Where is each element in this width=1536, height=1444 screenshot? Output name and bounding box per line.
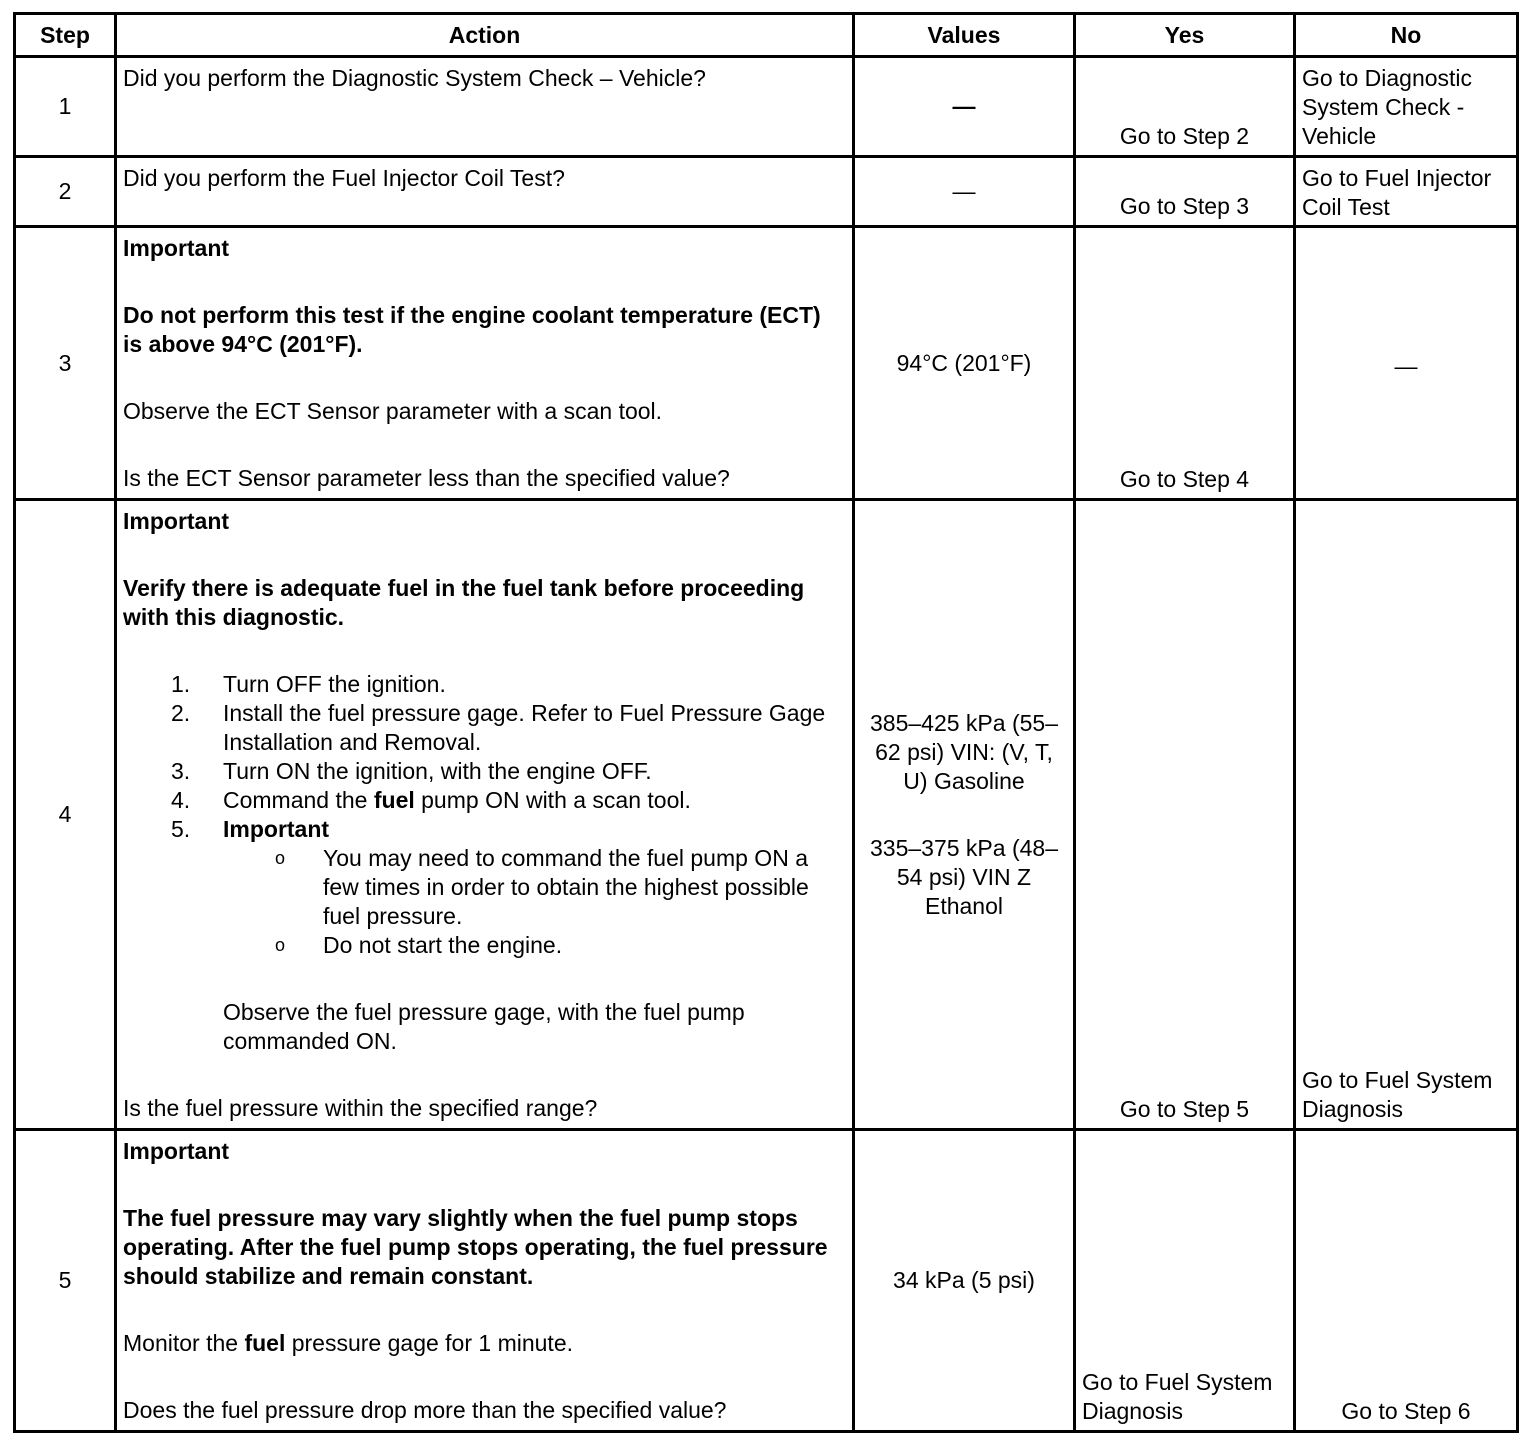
no-cell: Go to Fuel System Diagnosis [1295, 500, 1518, 1130]
table-row [15, 227, 1518, 500]
sub-list [223, 844, 846, 960]
no-cell: Go to Step 6 [1295, 1130, 1518, 1432]
observe-text: Observe the fuel pressure gage, with the fuel pump commanded ON. [223, 999, 745, 1054]
list-item: 1. Turn OFF the ignition. [171, 671, 446, 697]
header-step: Step [15, 14, 116, 57]
yes-cell: Go to Step 4 [1075, 227, 1295, 500]
yes-cell: Go to Step 3 [1075, 157, 1295, 227]
important-text: Do not perform this test if the engine coolant temperature (ECT) is above 94°C (201°F). [123, 302, 821, 357]
action-text: Did you perform the Fuel Injector Coil Test? [116, 157, 854, 227]
yes-cell: Go to Step 5 [1075, 500, 1295, 1130]
list-item: 5. Important o You may need to command the fuel pump ON a few times in order to obtain the highest possible fuel pressure. o Do not start the engine. [223, 815, 846, 960]
action-cell [116, 227, 854, 500]
action-cell [116, 500, 854, 1130]
values-ethanol: 335–375 kPa (48–54 psi) VIN Z Ethanol [870, 834, 1058, 919]
action-cell [116, 1130, 854, 1432]
table-row [15, 57, 1518, 157]
step-number: 3 [15, 227, 116, 500]
step-number: 5 [15, 1130, 116, 1432]
monitor-text: Monitor the fuel pressure gage for 1 minute. [123, 1330, 574, 1356]
values-cell [854, 500, 1075, 1130]
yes-cell: Go to Fuel System Diagnosis [1075, 1130, 1295, 1432]
diagnostic-table [13, 12, 1519, 1433]
bullet-icon: o [275, 848, 286, 868]
question-text: Is the ECT Sensor parameter less than the specified value? [123, 465, 730, 491]
header-no: No [1295, 14, 1518, 57]
step-number: 1 [15, 57, 116, 157]
header-yes: Yes [1075, 14, 1295, 57]
observe-text: Observe the ECT Sensor parameter with a scan tool. [123, 398, 663, 424]
list-item: 3. Turn ON the ignition, with the engine OFF. [171, 758, 652, 784]
sub-list-item: o You may need to command the fuel pump ON a few times in order to obtain the highest possible fuel pressure. [275, 845, 809, 929]
table-row [15, 157, 1518, 227]
values-cell: 94°C (201°F) [854, 227, 1075, 500]
table-row [15, 1130, 1518, 1432]
list-item: 4. Command the fuel pump ON with a scan tool. [171, 787, 691, 813]
important-label: Important [123, 235, 230, 261]
step-number: 2 [15, 157, 116, 227]
important-text: Verify there is adequate fuel in the fuel tank before proceeding with this diagnostic. [123, 575, 805, 630]
yes-cell: Go to Step 2 [1075, 57, 1295, 157]
important-label: Important [123, 1138, 230, 1164]
header-values: Values [854, 14, 1075, 57]
header-action: Action [116, 14, 854, 57]
action-text: Did you perform the Diagnostic System Check – Vehicle? [116, 57, 854, 157]
sub-list-item: o Do not start the engine. [275, 932, 563, 958]
important-label: Important [123, 508, 230, 534]
question-text: Is the fuel pressure within the specified range? [123, 1095, 598, 1121]
procedure-list [123, 670, 846, 960]
no-cell: Go to Fuel Injector Coil Test [1295, 157, 1518, 227]
values-gasoline: 385–425 kPa (55–62 psi) VIN: (V, T, U) Gasoline [870, 709, 1058, 794]
values-cell: — [854, 57, 1075, 157]
question-text: Does the fuel pressure drop more than the specified value? [123, 1397, 727, 1423]
bullet-icon: o [275, 935, 286, 955]
values-cell: 34 kPa (5 psi) [854, 1130, 1075, 1432]
no-cell: — [1295, 227, 1518, 500]
table-row [15, 500, 1518, 1130]
step-number: 4 [15, 500, 116, 1130]
list-item: 2. Install the fuel pressure gage. Refer to Fuel Pressure Gage Installation and Removal. [171, 700, 826, 755]
header-row [15, 14, 1518, 57]
values-cell: — [854, 157, 1075, 227]
important-text: The fuel pressure may vary slightly when the fuel pump stops operating. After the fuel pump stops operating, the fuel pressure should stabilize and remain constant. [123, 1205, 828, 1289]
no-cell: Go to Diagnostic System Check - Vehicle [1295, 57, 1518, 157]
